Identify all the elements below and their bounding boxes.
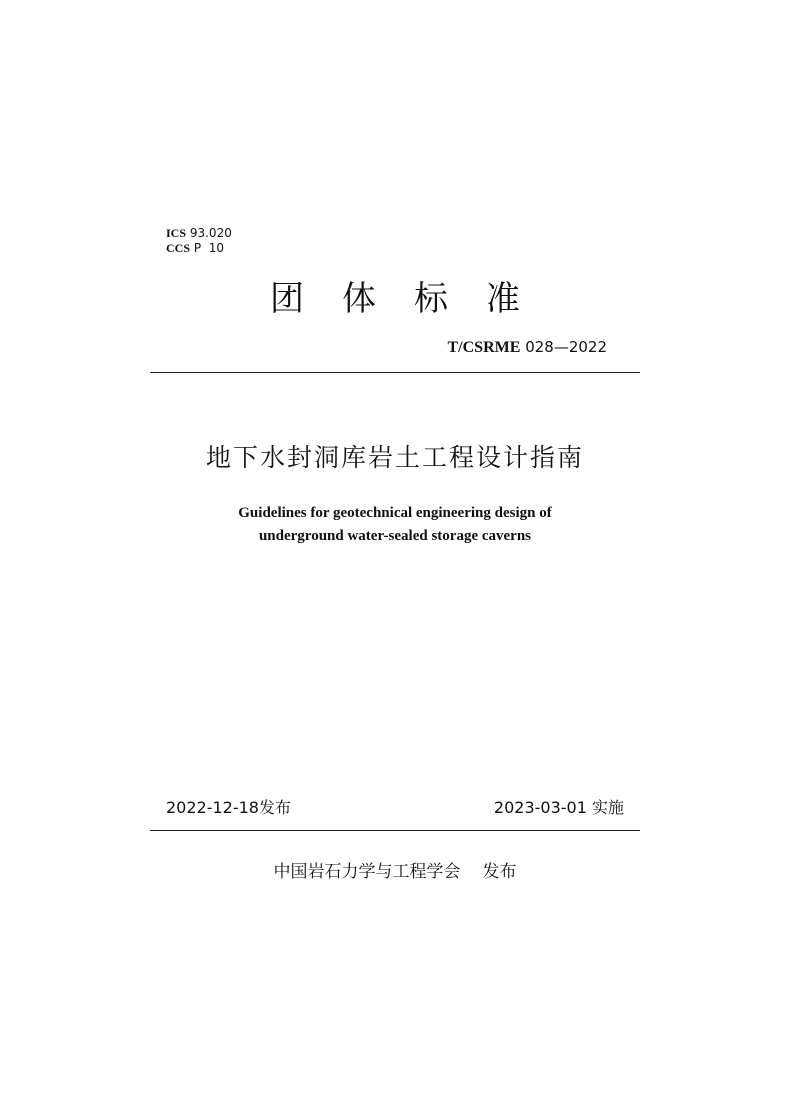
ics-classification xyxy=(166,226,232,240)
ccs-label: CCS xyxy=(166,241,191,255)
bottom-divider xyxy=(150,830,640,831)
publisher-line xyxy=(150,860,640,884)
document-title-english-line-2: underground water-sealed storage caverns xyxy=(258,528,532,544)
implementation-date xyxy=(494,797,624,819)
standard-number-prefix: T/CSRME xyxy=(447,339,521,356)
release-date-label: 发布 xyxy=(258,798,291,817)
standard-type-heading: 团体标准 xyxy=(270,279,558,319)
publisher-name: 中国岩石力学与工程学会 xyxy=(273,862,461,882)
document-title-english-line-1: Guidelines for geotechnical engineering design of xyxy=(238,505,552,521)
standard-number-value: 028—2022 xyxy=(525,338,607,356)
release-date xyxy=(166,797,291,819)
release-date-value: 2022-12-18 xyxy=(166,798,259,817)
ccs-value: P 10 xyxy=(193,241,224,255)
implementation-date-label: 实施 xyxy=(591,798,624,817)
ics-value: 93.020 xyxy=(189,226,232,240)
ics-label: ICS xyxy=(166,226,187,240)
document-title-chinese: 地下水封洞库岩土工程设计指南 xyxy=(205,443,584,472)
top-divider xyxy=(150,372,640,373)
standard-number xyxy=(448,336,608,359)
publisher-action: 发布 xyxy=(482,862,517,882)
ccs-classification xyxy=(166,241,224,255)
implementation-date-value: 2023-03-01 xyxy=(493,798,587,817)
